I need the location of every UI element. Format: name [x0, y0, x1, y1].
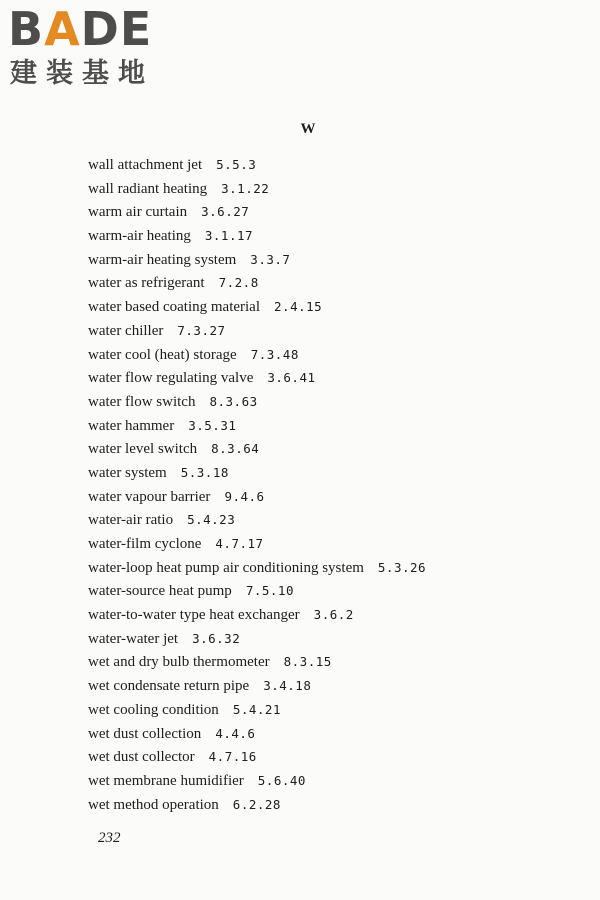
index-term: water-to-water type heat exchanger	[88, 607, 300, 624]
index-term: wet condensate return pipe	[88, 678, 250, 695]
section-reference: 4.4.6	[215, 725, 256, 741]
index-entry	[88, 771, 426, 795]
index-term: wall radiant heating	[88, 180, 208, 197]
index-term: wet cooling condition	[88, 701, 219, 718]
index-entry	[88, 605, 426, 629]
section-reference: 3.3.7	[250, 251, 291, 267]
index-entry	[88, 297, 426, 321]
section-reference: 3.6.2	[313, 607, 354, 623]
index-entry	[88, 250, 426, 274]
index-term: wet and dry bulb thermometer	[88, 654, 270, 671]
section-reference: 5.3.26	[377, 559, 427, 575]
index-entry	[88, 510, 426, 534]
section-reference: 8.3.63	[209, 393, 258, 409]
index-entry	[88, 273, 426, 297]
index-term: water system	[88, 464, 167, 481]
section-reference: 6.2.28	[232, 796, 281, 812]
section-reference: 8.3.15	[283, 654, 332, 670]
logo-subtitle: 建装基地	[10, 58, 154, 89]
index-entry	[88, 155, 426, 179]
index-entry	[88, 700, 426, 724]
index-entry	[88, 534, 426, 558]
section-reference: 5.4.21	[232, 701, 281, 717]
index-term: water hammer	[88, 417, 175, 434]
index-term: wet dust collector	[88, 749, 195, 766]
index-term: water-source heat pump	[88, 583, 232, 600]
section-reference: 3.5.31	[188, 417, 237, 433]
section-reference: 5.5.3	[216, 157, 257, 172]
index-entry	[88, 676, 426, 700]
index-entry	[88, 392, 426, 416]
logo-letter-accent: A	[44, 2, 81, 56]
section-reference: 3.4.18	[263, 678, 312, 694]
section-reference: 7.5.10	[245, 583, 294, 599]
index-term: wet dust collection	[88, 725, 202, 742]
index-term: water-film cyclone	[88, 536, 202, 552]
index-entry	[88, 345, 426, 369]
section-reference: 8.3.64	[211, 441, 260, 457]
index-term: water-loop heat pump air conditioning system	[88, 559, 364, 576]
index-term: warm-air heating	[88, 228, 191, 245]
index-entry	[88, 226, 426, 250]
logo-wordmark	[8, 2, 152, 56]
index-entry	[88, 652, 426, 676]
index-entry	[88, 416, 426, 440]
index-term: water-air ratio	[88, 512, 174, 529]
index-entry	[88, 581, 426, 605]
index-term: water level switch	[88, 441, 198, 458]
logo-letter-b: B	[8, 2, 45, 56]
index-term: water vapour barrier	[88, 488, 211, 505]
index-entry	[88, 795, 426, 819]
section-reference: 3.6.41	[267, 370, 316, 386]
index-entry-list	[88, 155, 426, 818]
section-reference: 4.7.16	[208, 749, 257, 765]
index-entry	[88, 463, 426, 487]
brand-logo	[8, 2, 178, 94]
index-term: water based coating material	[88, 299, 261, 316]
index-term: water cool (heat) storage	[88, 346, 237, 363]
section-reference: 7.3.27	[177, 322, 226, 338]
section-heading: W	[300, 121, 316, 137]
section-reference: 3.1.17	[204, 228, 254, 244]
index-entry	[88, 724, 426, 748]
section-reference: 4.7.17	[215, 536, 264, 551]
index-term: water chiller	[88, 322, 164, 339]
index-term: warm air curtain	[88, 204, 188, 221]
section-reference: 9.4.6	[224, 488, 265, 504]
index-entry	[88, 747, 426, 771]
index-entry	[88, 179, 426, 203]
index-term: water flow switch	[88, 393, 196, 410]
section-reference: 5.4.23	[187, 512, 236, 528]
index-term: wall attachment jet	[88, 157, 203, 173]
section-reference: 7.3.48	[250, 346, 299, 362]
index-term: warm-air heating system	[88, 251, 237, 268]
index-entry	[88, 487, 426, 511]
section-reference: 3.6.32	[192, 630, 241, 646]
section-reference: 2.4.15	[274, 299, 323, 315]
index-term: water-water jet	[88, 630, 179, 647]
index-entry	[88, 368, 426, 392]
index-entry	[88, 202, 426, 226]
index-term: wet membrane humidifier	[88, 772, 244, 789]
index-entry	[88, 321, 426, 345]
section-reference: 5.6.40	[257, 772, 306, 788]
index-term: wet method operation	[88, 796, 219, 813]
page-number: 232	[98, 830, 121, 846]
section-reference: 3.6.27	[201, 204, 250, 220]
index-term: water flow regulating valve	[88, 370, 254, 387]
index-term: water as refrigerant	[88, 275, 205, 292]
index-entry	[88, 439, 426, 463]
logo-letters-de: DE	[80, 2, 153, 56]
section-reference: 3.1.22	[221, 180, 270, 196]
index-entry	[88, 629, 426, 653]
index-entry	[88, 558, 426, 582]
section-reference: 5.3.18	[180, 464, 229, 480]
section-reference: 7.2.8	[218, 275, 259, 291]
